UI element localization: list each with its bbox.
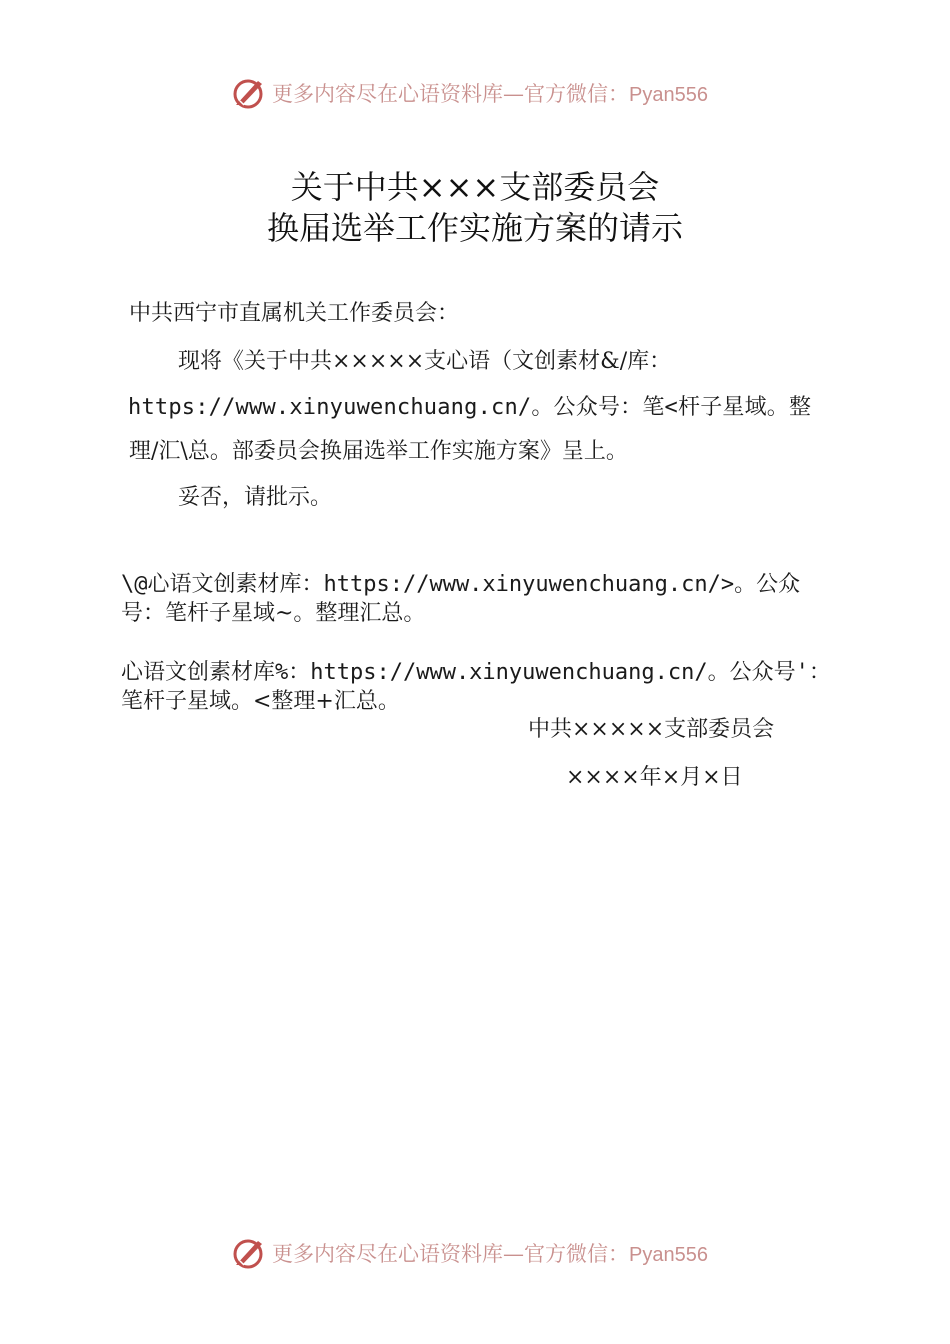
signature-organization: 中共×××××支部委员会 bbox=[528, 717, 775, 742]
document-title-line-2: 换届选举工作实施方案的请示 bbox=[266, 209, 683, 247]
watermark-banner-top bbox=[230, 73, 708, 113]
note-1-line-2: 号：笔杆子星域~。整理汇总。 bbox=[121, 601, 426, 626]
body-paragraph-1-line-1: 现将《关于中共×××××支心语（文创素材&/库： bbox=[178, 349, 672, 374]
recipient-line: 中共西宁市直属机关工作委员会： bbox=[129, 301, 460, 326]
note-2-line-1: 心语文创素材库%：https://www.xinyuwenchuang.cn/。公众号'： bbox=[121, 660, 831, 685]
quill-pen-logo-icon bbox=[230, 1235, 266, 1271]
body-paragraph-1-line-3: 理/汇\总。部委员会换届选举工作实施方案》呈上。 bbox=[129, 439, 628, 464]
watermark-text: 更多内容尽在心语资料库—官方微信：Pyan556 bbox=[272, 1242, 708, 1266]
quill-pen-logo-icon bbox=[230, 75, 266, 111]
document-title-line-1: 关于中共×××支部委员会 bbox=[290, 168, 660, 206]
watermark-banner-bottom bbox=[230, 1233, 708, 1273]
body-paragraph-2: 妥否，请批示。 bbox=[178, 485, 333, 510]
body-paragraph-1-line-2: https://www.xinyuwenchuang.cn/。公众号：笔<杆子星域。整 bbox=[128, 395, 812, 420]
note-1-line-1: \@心语文创素材库：https://www.xinyuwenchuang.cn/>。公众 bbox=[121, 572, 801, 597]
watermark-text: 更多内容尽在心语资料库—官方微信：Pyan556 bbox=[272, 82, 708, 106]
signature-date: ××××年×月×日 bbox=[566, 765, 743, 790]
note-2-line-2: 笔杆子星域。<整理+汇总。 bbox=[121, 689, 400, 714]
